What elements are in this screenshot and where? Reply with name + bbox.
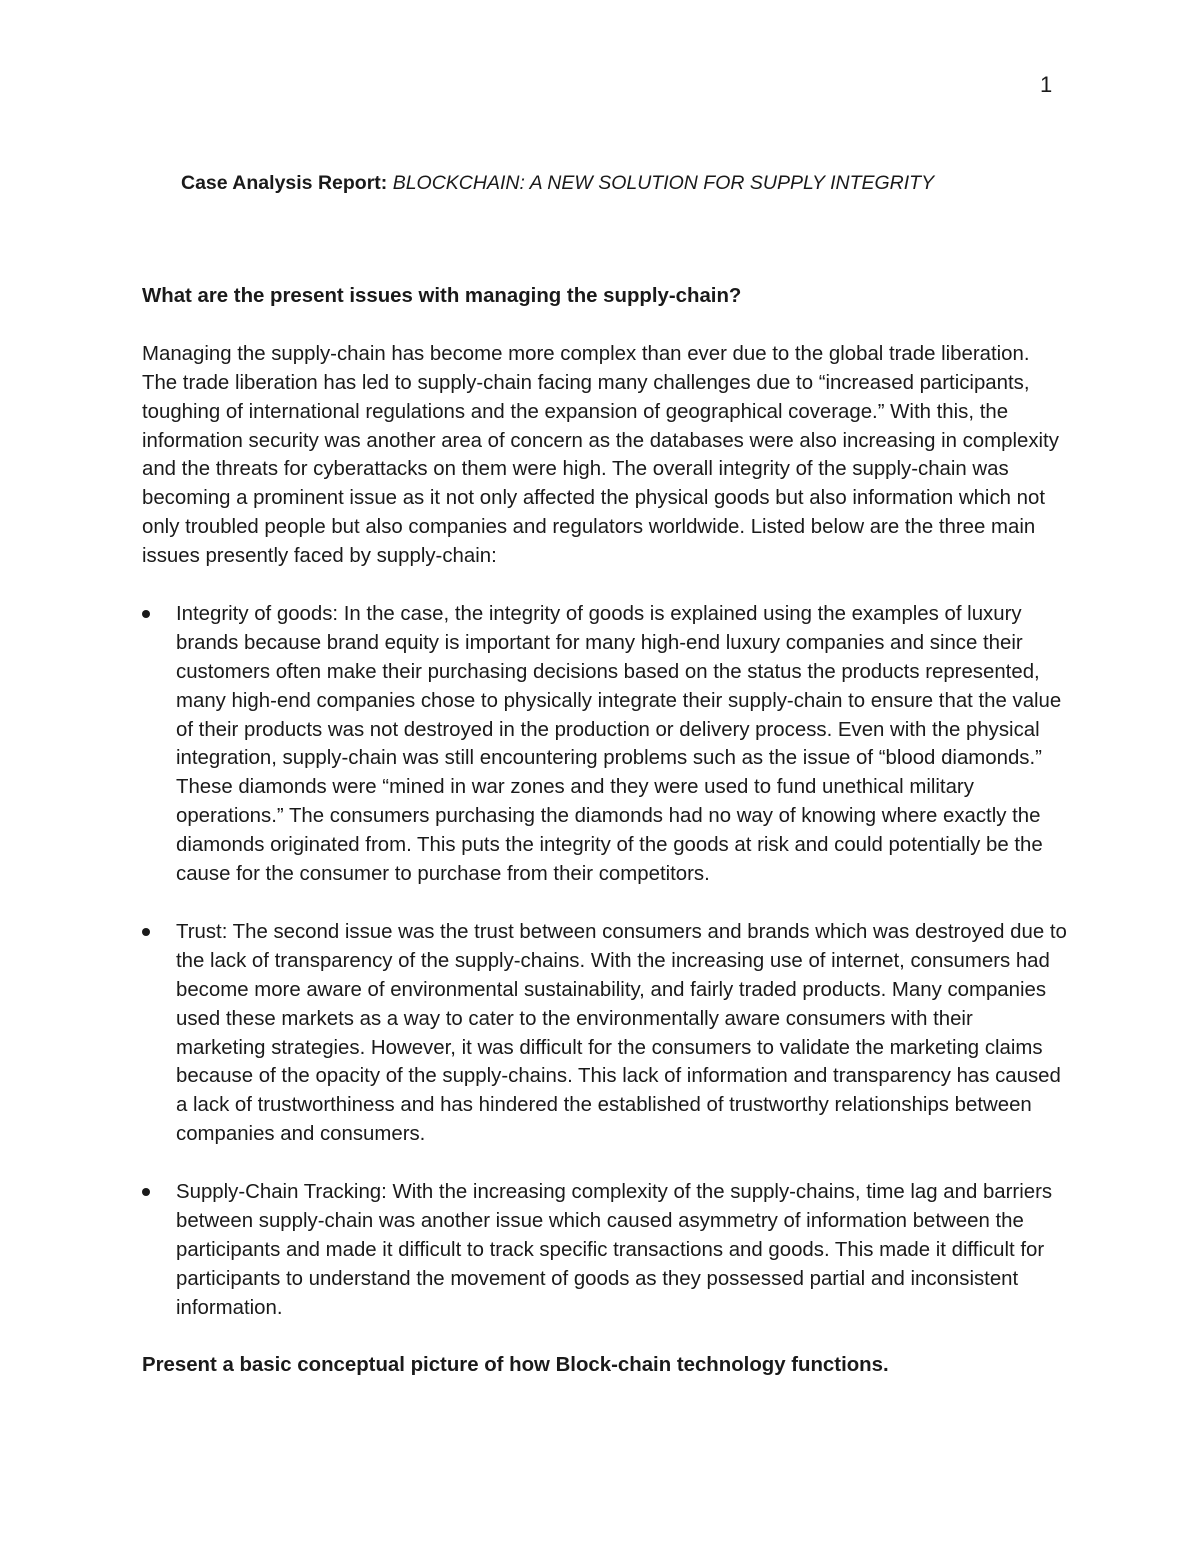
bullet-icon — [142, 1188, 150, 1196]
section-heading-blockchain: Present a basic conceptual picture of how Block-chain technology functions. — [142, 1354, 889, 1377]
page-number: 1 — [1040, 72, 1053, 97]
bullet-icon — [142, 928, 150, 936]
list-item — [142, 918, 1067, 1149]
list-item — [142, 1178, 1067, 1323]
list-item — [142, 600, 1067, 889]
list-item-text: Trust: The second issue was the trust between consumers and brands which was destroyed due to the lack of transparency of the supply-chains. With the increasing use of internet, consumers had become more aware of environmental sustainability, and fairly traded products. Many companies used these markets as a way to cater to the environmentally aware consumers with their marketing strategies. However, it was difficult for the consumers to validate the marketing claims because of the opacity of the supply-chains. This lack of information and transparency has caused a lack of trustworthiness and has hindered the established of trustworthy relationships between companies and consumers. — [176, 920, 1067, 1146]
section-heading-issues: What are the present issues with managing the supply-chain? — [142, 285, 742, 307]
document-body — [142, 282, 1067, 1380]
report-title-text: BLOCKCHAIN: A NEW SOLUTION FOR SUPPLY INTEGRITY — [392, 172, 935, 194]
intro-paragraph: Managing the supply-chain has become more complex than ever due to the global trade liberation. The trade liberation has led to supply-chain facing many challenges due to “increased participants, toughing of international regulations and the expansion of geographical coverage.” With this, the information security was another area of concern as the databases were also increasing in complexity and the threats for cyberattacks on them were high. The overall integrity of the supply-chain was becoming a prominent issue as it not only affected the physical goods but also information which not only troubled people but also companies and regulators worldwide. Listed below are the three main issues presently faced by supply-chain: — [142, 342, 1059, 568]
bullet-icon — [142, 610, 150, 618]
issues-list — [142, 600, 1067, 1323]
list-item-text: Supply-Chain Tracking: With the increasing complexity of the supply-chains, time lag and barriers between supply-chain was another issue which caused asymmetry of information between the participants and made it difficult to track specific transactions and goods. This made it difficult for participants to understand the movement of goods as they possessed partial and inconsistent information. — [176, 1181, 1053, 1319]
report-title — [181, 172, 934, 195]
list-item-text: Integrity of goods: In the case, the integrity of goods is explained using the examples of luxury brands because brand equity is important for many high-end luxury companies and since their customers often make their purchasing decisions based on the status the products represented, many high-end companies chose to physically integrate their supply-chain to ensure that the value of their products was not destroyed in the production or delivery process. Even with the physical integration, supply-chain was still encountering problems such as the issue of “blood diamonds.” These diamonds were “mined in war zones and they were used to fund unethical military operations.” The consumers purchasing the diamonds had no way of knowing where exactly the diamonds originated from. This puts the integrity of the goods at risk and could potentially be the cause for the consumer to purchase from their competitors. — [176, 602, 1062, 886]
report-title-label: Case Analysis Report: — [181, 172, 388, 194]
